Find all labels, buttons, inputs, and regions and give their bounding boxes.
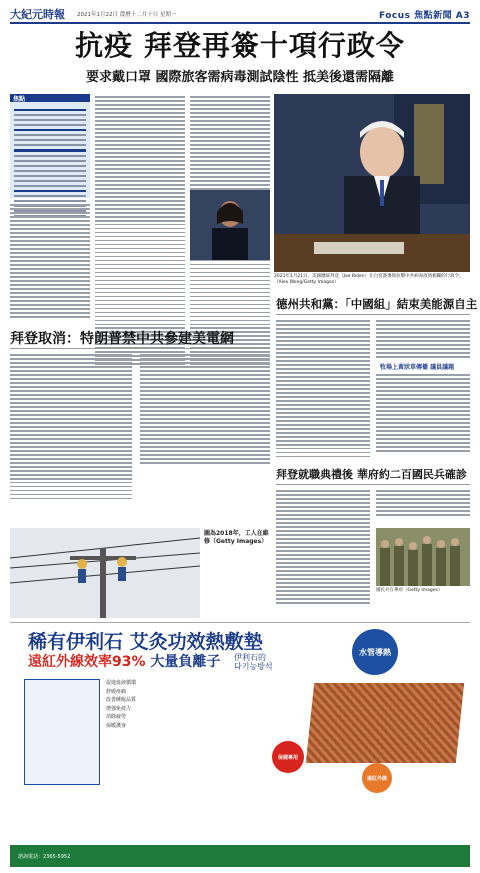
section1-text-a xyxy=(10,352,132,499)
ad-bullet-list xyxy=(106,679,136,730)
ad-bullet: 舒緩疼痛 xyxy=(106,688,127,695)
ad-subtitle-blue: 大量負離子 xyxy=(150,654,221,670)
section1-rule xyxy=(10,348,270,349)
main-photo-biden xyxy=(274,94,470,272)
ad-phone: 諮詢電話：2365-5952 xyxy=(18,853,71,860)
ad-brand-badge: 水管導熱 xyxy=(352,629,398,675)
section2-subtitle: 牧場上黃狀草傳播 議員議題 xyxy=(380,364,455,371)
section3-rule xyxy=(276,484,470,485)
mattress-image xyxy=(306,683,464,763)
ad-product-box xyxy=(24,679,100,785)
ad-badge-2: 遠紅外線 xyxy=(362,763,392,793)
section2-text-a xyxy=(276,318,370,457)
ad-badge-1: 保健專用 xyxy=(272,741,304,773)
ad-bullet: 促進血液循環 xyxy=(106,680,137,686)
summary-title: 焦點 xyxy=(13,96,26,103)
national-guard-caption: 國民兵在華府（Getty Images） xyxy=(376,588,443,593)
powerline-illustration xyxy=(10,528,200,618)
section3-title: 拜登就職典禮後 華府約二百國民兵確診 xyxy=(276,468,467,481)
harris-illustration xyxy=(190,190,270,260)
article-text-col2 xyxy=(95,94,185,365)
biden-signing-illustration xyxy=(274,94,470,272)
powerline-caption: 圖為2018年，工人在維修（Getty Images） xyxy=(204,530,269,545)
article-text-left xyxy=(10,202,90,318)
main-photo-caption: 2021年1月21日，美國總統拜登（Joe Biden）在白宮簽署與抗擊中共病毒疫情相關的行政令。（Alex Wong/Getty Images） xyxy=(274,274,464,285)
section1-title: 拜登取消：特朗普禁中共參建美電網 xyxy=(10,331,234,347)
powerline-photo xyxy=(10,528,200,618)
section3-text-a xyxy=(276,488,370,604)
focus-summary-box xyxy=(10,94,90,198)
ad-bullet: 消除疲勞 xyxy=(106,714,127,720)
ad-bullet: 改善睡眠品質 xyxy=(106,697,137,703)
section2-rule xyxy=(276,314,470,315)
ad-subtitle xyxy=(28,651,220,671)
masthead xyxy=(10,6,470,24)
ad-bullet: 保暖護身 xyxy=(106,722,127,729)
national-guard-photo xyxy=(376,528,470,586)
advertisement xyxy=(10,622,470,866)
section2-text-b xyxy=(376,318,470,358)
section3-text-b xyxy=(376,488,470,516)
section-label: Focus 焦點新聞 A3 xyxy=(378,10,470,21)
subheadline: 要求戴口罩 國際旅客需病毒測試陰性 抵美後還需隔離 xyxy=(85,70,395,85)
ad-subtitle-red: 遠紅外線效率93% xyxy=(28,654,146,670)
section1-text-b xyxy=(140,352,270,464)
section2-text-c xyxy=(376,372,470,452)
ad-footer xyxy=(10,845,470,867)
section2-title: 德州共和黨：「中國組」結束美能源自主 xyxy=(276,297,478,311)
ad-side-text: 伊利石的 다기능방석 xyxy=(234,653,273,671)
ad-title: 稀有伊利石 艾灸功效熱敷墊 xyxy=(28,631,263,653)
ad-bullet: 增強免疫力 xyxy=(106,705,132,712)
harris-photo xyxy=(190,190,270,260)
paper-name: 大紀元時報 xyxy=(10,8,65,21)
main-headline: 抗疫 拜登再簽十項行政令 xyxy=(75,29,405,62)
issue-info: 2021年1月22日 農曆十二月十日 星期一 xyxy=(77,12,177,18)
national-guard-illustration xyxy=(376,528,470,586)
